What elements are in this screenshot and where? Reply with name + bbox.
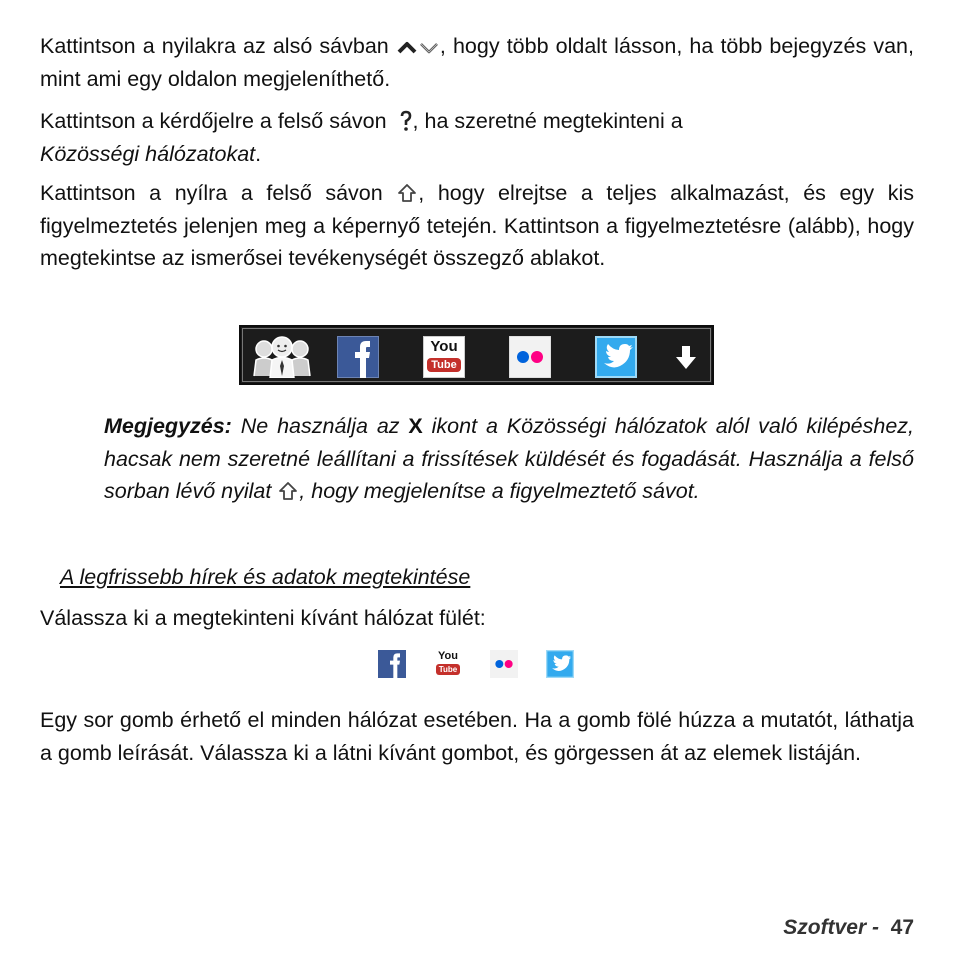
flickr-icon[interactable] [490,650,518,678]
notification-bar[interactable] [239,325,714,385]
youtube-icon[interactable] [434,650,462,678]
home-arrow-icon [396,182,418,204]
paragraph-nav-arrows [40,30,914,95]
paragraph-question-mark [40,105,914,170]
section-heading: A legfrissebb hírek és adatok megtekintése [60,565,471,589]
facebook-icon[interactable] [337,336,379,378]
paragraph-select-tab: Válassza ki a megtekinteni kívánt hálózat fülét: [40,606,486,630]
paragraph-text: , hogy elrejtse a teljes alkalmazást, és egy kis figyelmeztetés jelenjen meg a képernyő tetején. Kattintson a figyelmeztetésre (alább), hogy megtekintse az ismerősei tevékenységét összegző ablakot. [40,181,914,270]
note-label: Megjegyzés: [104,414,232,438]
friends-icon[interactable] [251,336,313,378]
paragraph-text: Kattintson a nyilakra az alsó sávban [40,34,389,58]
paragraph-hide-arrow [40,177,914,275]
page-number: 47 [890,916,914,939]
question-mark-icon [399,110,413,132]
youtube-logo-bottom: Tube [436,664,460,675]
page-footer [783,916,914,940]
chevron-up-icon [396,37,418,57]
flickr-icon[interactable] [509,336,551,378]
paragraph-button-row: Egy sor gomb érhető el minden hálózat esetében. Ha a gomb fölé húzza a mutatót, láthatja a gomb leírását. Válassza ki a látni kívánt gombot, és görgessen át az elemek listáján. [40,708,914,765]
punctuation: . [255,141,262,166]
twitter-icon[interactable] [546,650,574,678]
chevron-down-icon [418,37,440,57]
paragraph-text: Kattintson a nyílra a felső sávon [40,181,383,205]
paragraph-text: , hogy több oldalt lásson, ha több bejegyzés van, mint ami egy oldalon megjeleníthető. [40,34,914,91]
twitter-icon[interactable] [595,336,637,378]
youtube-logo-top: You [438,650,458,662]
note-text: , hogy megjelenítse a figyelmeztető sávot. [299,479,700,503]
network-tabs[interactable] [378,650,588,682]
youtube-logo-top: You [430,338,458,355]
note-text: ikont a Közösségi hálózatok alól való kilépéshez, hacsak nem szeretné leállítani a frissítések küldését és fogadását. Használja a felső sorban lévő nyilat [104,414,914,503]
note-text: Ne használja az [231,414,409,438]
paragraph-text: , ha szeretné megtekinteni a [412,109,683,133]
footer-section: Szoftver - [783,916,885,939]
youtube-logo-bottom: Tube [427,358,461,372]
home-arrow-icon [277,480,299,502]
youtube-icon[interactable] [423,336,465,378]
facebook-icon[interactable] [378,650,406,678]
note-x: X [408,414,423,438]
paragraph-text: Kattintson a kérdőjelre a felső sávon [40,109,387,133]
note-block [104,410,914,508]
emphasis-text: Közösségi hálózatokat [40,141,256,166]
down-arrow-icon[interactable] [673,336,699,378]
